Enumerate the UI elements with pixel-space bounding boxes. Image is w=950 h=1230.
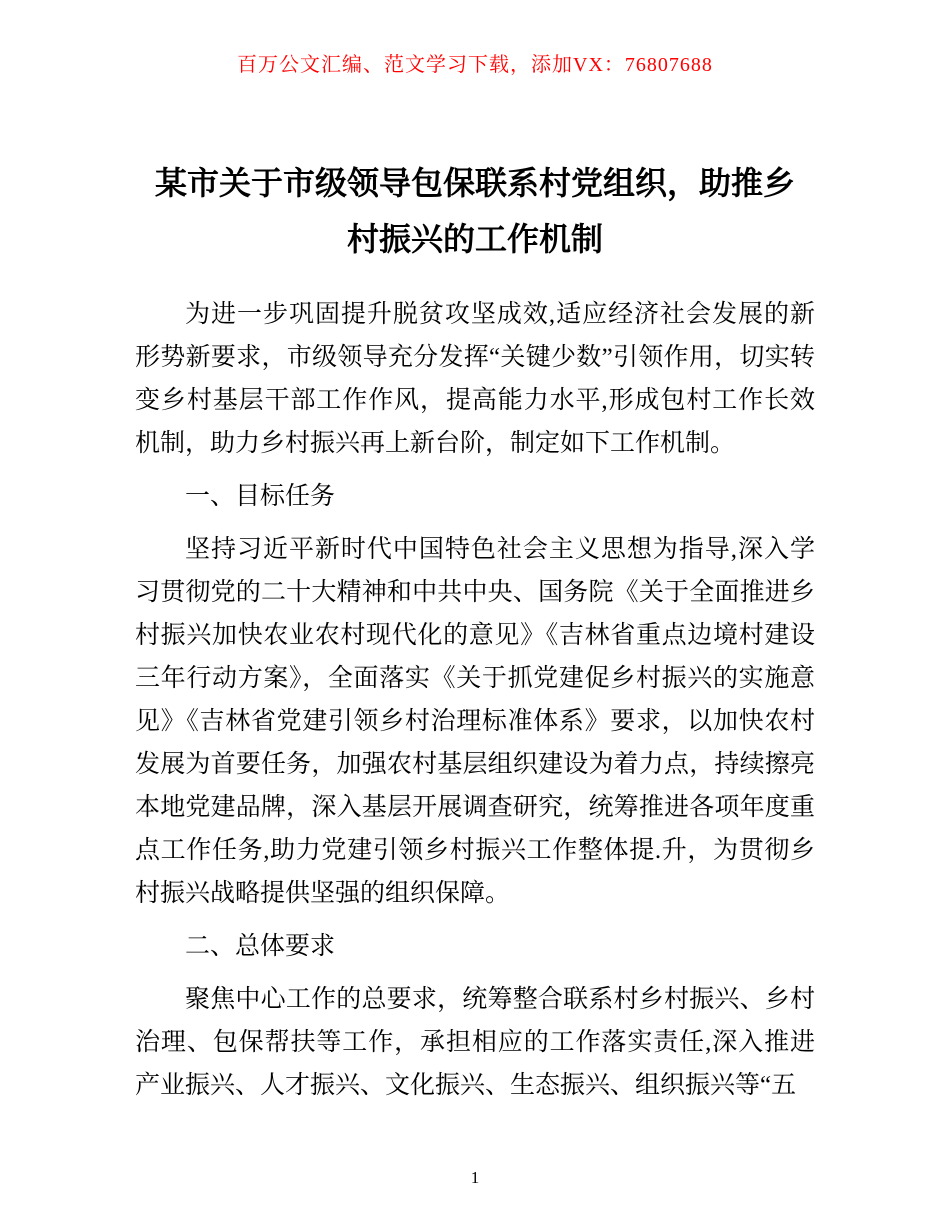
document-body xyxy=(135,293,815,1107)
section-heading: 一、目标任务 xyxy=(185,483,336,510)
body-paragraph: 聚焦中心工作的总要求，统筹整合联系村乡村振兴、乡村治理、包保帮扶等工作，承担相应的工作落实责任,深入推进产业振兴、人才振兴、文化振兴、生态振兴、组织振兴等“五 xyxy=(135,986,815,1099)
page-number: 1 xyxy=(470,1168,480,1187)
body-paragraph: 为进一步巩固提升脱贫攻坚成效,适应经济社会发展的新形势新要求，市级领导充分发挥“关键少数”引领作用，切实转变乡村基层干部工作作风，提高能力水平,形成包村工作长效机制，助力乡村振兴再上新台阶，制定如下工作机制。 xyxy=(135,301,815,457)
section-heading: 二、总体要求 xyxy=(185,933,336,960)
document-title: 某市关于市级领导包保联系村党组织，助推乡村振兴的工作机制 xyxy=(154,165,795,257)
body-paragraph: 坚持习近平新时代中国特色社会主义思想为指导,深入学习贯彻党的二十大精神和中共中央、国务院《关于全面推进乡村振兴加快农业农村现代化的意见》《吉林省重点边境村建设三年行动方案》，全面落实《关于抓党建促乡村振兴的实施意见》《吉林省党建引领乡村治理标准体系》要求，以加快农村发展为首要任务，加强农村基层组织建设为着力点，持续擦亮本地党建品牌，深入基层开展调查研究，统筹推进各项年度重点工作任务,助力党建引领乡村振兴工作整体提.升，为贯彻乡村振兴战略提供坚强的组织保障。 xyxy=(135,536,815,907)
promo-header-text: 百万公文汇编、范文学习下载，添加VX：76807688 xyxy=(237,54,713,76)
